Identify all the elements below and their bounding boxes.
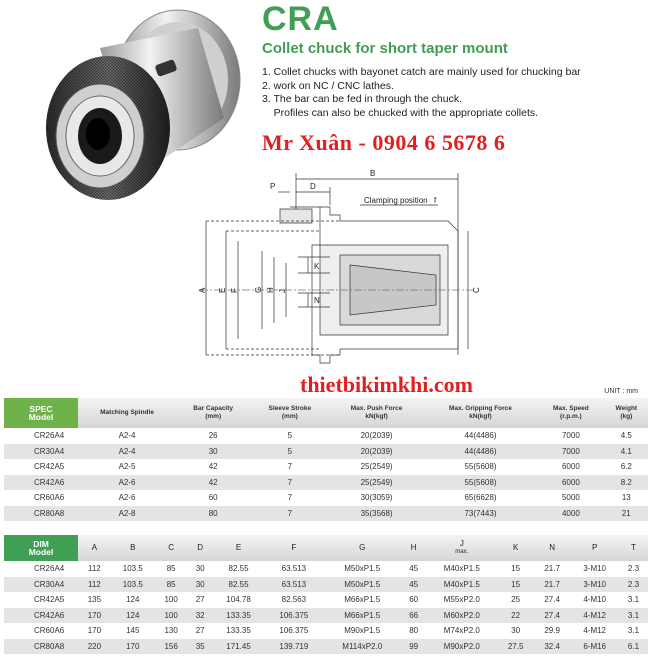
value-cell: M114xP2.0	[323, 639, 401, 655]
value-cell: 85	[166, 564, 176, 574]
dim-col-header: N	[534, 535, 571, 561]
value-cell: 139.719	[264, 639, 323, 655]
value-cell: 133.35	[226, 626, 251, 636]
value-cell: 65(6628)	[464, 493, 497, 503]
value-cell: 30	[176, 444, 250, 460]
value-cell: 21.7	[534, 577, 571, 593]
value-cell: 112	[87, 564, 101, 574]
unit-note: UNIT : mm	[604, 388, 638, 395]
value-cell: 82.55	[213, 577, 265, 593]
value-cell: 45	[409, 564, 419, 574]
value-cell: 6.1	[619, 639, 648, 655]
value-cell: 32.4	[534, 639, 571, 655]
value-cell: 7	[250, 506, 329, 522]
value-cell: 20(2039)	[329, 444, 423, 460]
label-e: E	[218, 287, 227, 293]
value-cell: 6.2	[620, 462, 632, 472]
dim-col-header: D	[188, 535, 213, 561]
model-cell: CR30A4	[4, 444, 78, 460]
value-cell: 27	[195, 595, 205, 605]
label-b: B	[370, 169, 376, 178]
value-cell: 106.375	[279, 626, 309, 636]
value-cell: M66xP1.5	[344, 595, 381, 605]
value-cell: 15	[511, 564, 521, 574]
spec-header-row	[4, 398, 648, 428]
value-cell: 7	[287, 462, 293, 472]
dim-table-row	[4, 592, 648, 608]
value-cell: A2-4	[78, 444, 176, 460]
value-cell: 4-M12	[583, 626, 607, 636]
value-cell: 7	[287, 493, 293, 503]
label-n: N	[314, 296, 320, 305]
value-cell: 171.45	[213, 639, 265, 655]
spec-col-header: Max. Speed (r.p.m.)	[537, 398, 604, 428]
value-cell: 124	[111, 608, 155, 624]
model-cell: CR26A4	[34, 431, 65, 441]
value-cell: 32	[188, 608, 213, 624]
value-cell: 5000	[561, 493, 580, 503]
spec-col-header: Weight (kg)	[605, 398, 648, 428]
value-cell: 4-M10	[583, 595, 607, 605]
value-cell: 7000	[537, 444, 604, 460]
dim-col-header: A	[78, 535, 111, 561]
value-cell: A2-4	[118, 431, 136, 441]
value-cell: 4-M12	[570, 608, 619, 624]
dim-table-row	[4, 577, 648, 593]
value-cell: 3.1	[627, 595, 640, 605]
value-cell: 3-M10	[570, 577, 619, 593]
contact-phone: Mr Xuân - 0904 6 5678 6	[262, 130, 506, 155]
value-cell: 26	[208, 431, 218, 441]
value-cell: 13	[621, 493, 631, 503]
value-cell: 20(2039)	[360, 431, 393, 441]
value-cell: 7000	[561, 431, 580, 441]
value-cell: 21.7	[544, 564, 560, 574]
label-f: f	[434, 196, 437, 205]
dim-model-header: DIM Model	[4, 535, 78, 561]
value-cell: 145	[126, 626, 140, 636]
value-cell: M90xP2.0	[426, 639, 497, 655]
dim-col-header: F	[264, 535, 323, 561]
value-cell: 8.2	[605, 475, 648, 491]
value-cell: A2-5	[118, 462, 136, 472]
label-clamping-position: Clamping position	[364, 196, 428, 205]
value-cell: 30(3059)	[360, 493, 393, 503]
value-cell: 30	[188, 577, 213, 593]
dim-col-header: E	[213, 535, 265, 561]
value-cell: A2-6	[118, 493, 136, 503]
technical-drawing	[190, 165, 490, 380]
model-cell: CR42A5	[34, 462, 65, 472]
value-cell: 25	[511, 595, 521, 605]
value-cell: 73(7443)	[424, 506, 537, 522]
value-cell: 45	[401, 577, 426, 593]
value-cell: M60xP2.0	[426, 608, 497, 624]
value-cell: A2-8	[78, 506, 176, 522]
value-cell: 63.513	[281, 564, 307, 574]
dim-table-row	[4, 639, 648, 655]
value-cell: 135	[87, 595, 102, 605]
spec-col-header: Max. Gripping Force kN(kgf)	[424, 398, 537, 428]
value-cell: 30	[195, 564, 205, 574]
dim-table-row	[4, 623, 648, 639]
dim-col-header: G	[323, 535, 401, 561]
value-cell: 130	[164, 626, 178, 636]
spec-table-row	[4, 428, 648, 444]
value-cell: 27.4	[544, 595, 560, 605]
model-cell: CR80A8	[4, 506, 78, 522]
spec-col-header: Matching Spindle	[78, 398, 176, 428]
value-cell: 60	[409, 595, 419, 605]
value-cell: A2-6	[78, 475, 176, 491]
dim-table-row	[4, 561, 648, 577]
label-p: P	[270, 182, 276, 191]
spec-model-header: SPEC Model	[4, 398, 78, 428]
value-cell: 82.563	[281, 595, 307, 605]
dim-table-row	[4, 608, 648, 624]
value-cell: 55(5608)	[464, 462, 497, 472]
label-g: G	[254, 286, 263, 293]
value-cell: 3-M10	[583, 564, 607, 574]
model-cell: CR60A6	[34, 493, 65, 503]
value-cell: 124	[126, 595, 140, 605]
model-cell: CR60A6	[34, 626, 65, 636]
value-cell: 60	[208, 493, 218, 503]
label-a: A	[198, 287, 207, 293]
feature-list	[262, 66, 581, 120]
value-cell: M40xP1.5	[426, 577, 497, 593]
dim-header-row	[4, 535, 648, 561]
value-cell: 133.35	[213, 608, 265, 624]
model-cell: CR80A8	[4, 639, 78, 655]
value-cell: 44(4486)	[424, 444, 537, 460]
value-cell: 42	[176, 475, 250, 491]
label-k: K	[314, 262, 320, 271]
value-cell: 35(3568)	[329, 506, 423, 522]
dim-col-header: B	[111, 535, 155, 561]
value-cell: 3.1	[619, 608, 648, 624]
value-cell: 104.78	[226, 595, 251, 605]
model-cell: CR26A4	[34, 564, 65, 574]
value-cell: 80	[409, 626, 419, 636]
value-cell: 6000	[537, 475, 604, 491]
spec-col-header: Bar Capacity (mm)	[176, 398, 250, 428]
value-cell: 35	[188, 639, 213, 655]
value-cell: 15	[497, 577, 534, 593]
feature-item: 1. Collet chucks with bayonet catch are mainly used for chucking bar	[262, 66, 581, 78]
dim-col-header: H	[401, 535, 426, 561]
dim-col-header: T	[619, 535, 648, 561]
value-cell: 170	[111, 639, 155, 655]
value-cell: M50xP1.5	[323, 577, 401, 593]
value-cell: 29.9	[544, 626, 560, 636]
spec-table-row	[4, 475, 648, 491]
value-cell: 27	[195, 626, 205, 636]
value-cell: 7	[250, 475, 329, 491]
value-cell: M90xP1.5	[344, 626, 381, 636]
spec-table-row	[4, 459, 648, 475]
value-cell: 4000	[537, 506, 604, 522]
value-cell: 27.4	[534, 608, 571, 624]
value-cell: 3.1	[627, 626, 640, 636]
value-cell: 220	[78, 639, 111, 655]
value-cell: 63.513	[264, 577, 323, 593]
dim-col-header: P	[570, 535, 619, 561]
value-cell: 5	[250, 444, 329, 460]
value-cell: 99	[401, 639, 426, 655]
value-cell: 170	[78, 608, 111, 624]
product-subtitle: Collet chuck for short taper mount	[262, 40, 508, 57]
dim-col-header: C	[155, 535, 188, 561]
value-cell: M40xP1.5	[443, 564, 480, 574]
spec-table	[4, 398, 648, 521]
spec-table-row	[4, 490, 648, 506]
model-cell: CR42A5	[34, 595, 65, 605]
value-cell: 4.5	[620, 431, 632, 441]
value-cell: 27.5	[497, 639, 534, 655]
label-c: C	[472, 287, 481, 293]
value-cell: 4.1	[605, 444, 648, 460]
value-cell: 5	[287, 431, 293, 441]
value-cell: M66xP1.5	[323, 608, 401, 624]
value-cell: 55(5608)	[424, 475, 537, 491]
website-watermark: thietbikimkhi.com	[300, 372, 473, 397]
dim-col-header: K	[497, 535, 534, 561]
spec-col-header: Max. Push Force kN(kgf)	[329, 398, 423, 428]
value-cell: 100	[164, 595, 178, 605]
value-cell: M50xP1.5	[344, 564, 381, 574]
value-cell: 100	[155, 608, 188, 624]
feature-item: Profiles can also be chucked with the appropriate collets.	[262, 106, 539, 119]
value-cell: 82.55	[228, 564, 249, 574]
value-cell: 42	[208, 462, 218, 472]
label-j: J	[278, 289, 287, 293]
value-cell: 66	[401, 608, 426, 624]
model-cell: CR30A4	[4, 577, 78, 593]
value-cell: M74xP2.0	[443, 626, 480, 636]
label-h: H	[266, 287, 275, 293]
dim-col-header: J max.	[426, 535, 497, 561]
value-cell: 21	[605, 506, 648, 522]
value-cell: 2.3	[627, 564, 640, 574]
spec-table-row	[4, 506, 648, 522]
value-cell: 170	[87, 626, 102, 636]
feature-item: 3. The bar can be fed in through the chuck.	[262, 93, 463, 105]
feature-item: 2. work on NC / CNC lathes.	[262, 79, 394, 92]
value-cell: 6-M16	[570, 639, 619, 655]
value-cell: 30	[511, 626, 521, 636]
value-cell: 156	[155, 639, 188, 655]
value-cell: M55xP2.0	[443, 595, 480, 605]
dim-table	[4, 535, 648, 654]
value-cell: 103.5	[111, 577, 155, 593]
label-d: D	[310, 182, 316, 191]
value-cell: 106.375	[264, 608, 323, 624]
value-cell: 44(4486)	[464, 431, 497, 441]
value-cell: 6000	[561, 462, 580, 472]
value-cell: 25(2549)	[360, 462, 393, 472]
value-cell: 80	[176, 506, 250, 522]
spec-table-row	[4, 444, 648, 460]
product-title: CRA	[262, 0, 339, 38]
spec-col-header: Sleeve Stroke (mm)	[250, 398, 329, 428]
value-cell: 85	[155, 577, 188, 593]
model-cell: CR42A6	[4, 608, 78, 624]
value-cell: 112	[78, 577, 111, 593]
value-cell: 22	[497, 608, 534, 624]
value-cell: 2.3	[619, 577, 648, 593]
value-cell: 25(2549)	[329, 475, 423, 491]
value-cell: 103.5	[122, 564, 143, 574]
model-cell: CR42A6	[4, 475, 78, 491]
label-f-dia: F	[230, 288, 239, 293]
